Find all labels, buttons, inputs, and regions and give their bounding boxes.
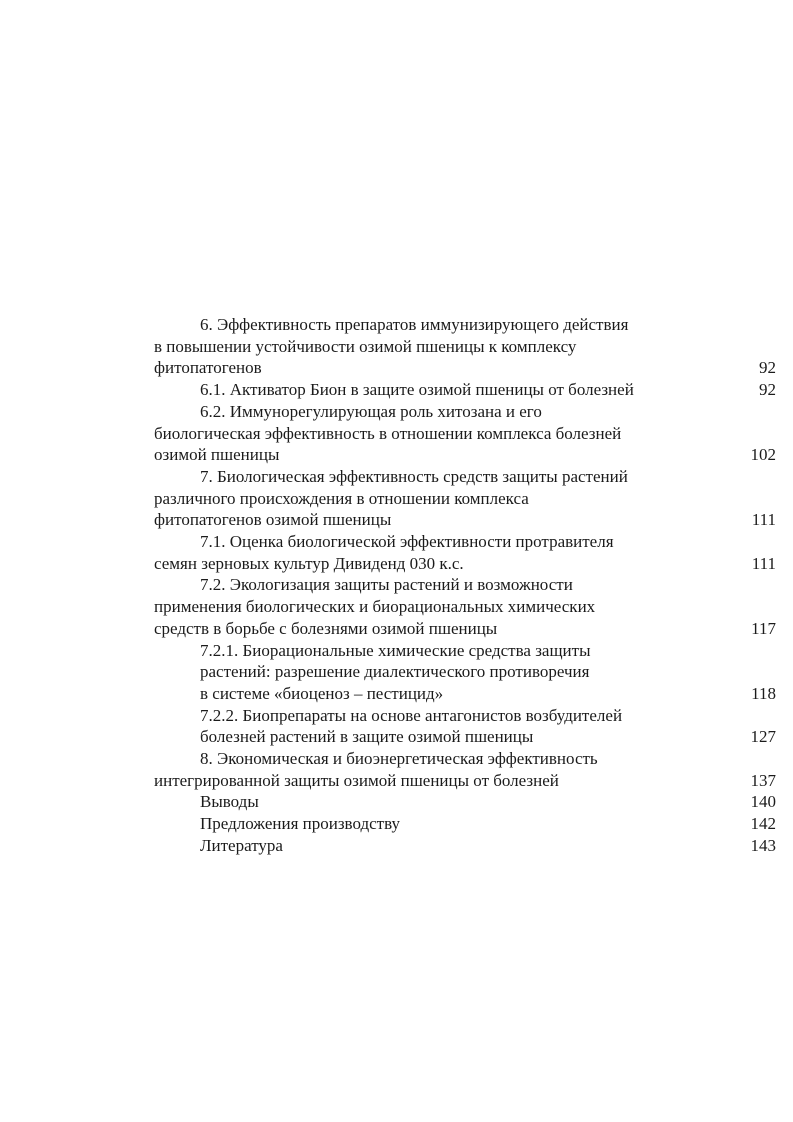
toc-line: в повышении устойчивости озимой пшеницы к комплексу: [154, 336, 577, 356]
toc-line: Выводы: [200, 792, 259, 812]
toc-line: фитопатогенов озимой пшеницы: [154, 510, 392, 530]
toc-line: 7.2.2. Биопрепараты на основе антагонистов возбудителей: [200, 705, 623, 725]
toc-page-number: 137: [745, 770, 777, 792]
toc-entry-predlozheniya: [154, 813, 776, 835]
toc-line: средств в борьбе с болезнями озимой пшеницы: [154, 618, 498, 638]
toc-line: 6. Эффективность препаратов иммунизирующего действия: [200, 315, 629, 334]
toc-page-number: 142: [745, 813, 777, 835]
toc-line: озимой пшеницы: [154, 445, 280, 465]
toc-entry-7-2-1: [154, 640, 776, 705]
toc-line: 7.1. Оценка биологической эффективности протравителя: [200, 532, 614, 552]
toc-page-number: 92: [753, 379, 776, 401]
toc-entry-7-2-2: [154, 705, 776, 748]
toc-page-number: 117: [745, 618, 776, 640]
toc-entry-7-2: [154, 574, 776, 639]
toc-line: 7.2.1. Биорациональные химические средства защиты: [200, 640, 591, 660]
toc-entry-6: [154, 314, 776, 379]
toc-line: растений: разрешение диалектического противоречия: [200, 662, 590, 682]
toc-line: различного происхождения в отношении комплекса: [154, 488, 529, 508]
toc-entry-6-2: [154, 401, 776, 466]
toc-entry-literatura: [154, 835, 776, 857]
toc-line: 8. Экономическая и биоэнергетическая эффективность: [200, 749, 598, 769]
toc-page-number: 143: [745, 835, 777, 857]
toc-line: 7. Биологическая эффективность средств защиты растений: [200, 466, 628, 486]
toc-line: 6.1. Активатор Бион в защите озимой пшеницы от болезней: [200, 380, 634, 400]
toc-page-number: 127: [745, 726, 777, 748]
toc-entry-7: [154, 466, 776, 531]
toc-line: в системе «биоценоз – пестицид»: [200, 683, 444, 703]
toc-page-number: 111: [746, 553, 776, 575]
toc-line: биологическая эффективность в отношении комплекса болезней: [154, 423, 622, 443]
toc-line: применения биологических и биорациональных химических: [154, 597, 596, 617]
toc-entry-8: [154, 748, 776, 791]
toc-line: фитопатогенов: [154, 358, 262, 378]
toc-entry-vyvody: [154, 791, 776, 813]
toc-page-number: 111: [746, 509, 776, 531]
toc-line: Литература: [200, 835, 283, 855]
toc-entry-7-1: [154, 531, 776, 574]
toc-page-number: 102: [745, 444, 777, 466]
table-of-contents: [154, 314, 776, 857]
toc-page-number: 140: [745, 791, 777, 813]
toc-line: 6.2. Иммунорегулирующая роль хитозана и его: [200, 401, 542, 421]
toc-line: Предложения производству: [200, 814, 401, 834]
toc-line: 7.2. Экологизация защиты растений и возможности: [200, 575, 573, 595]
toc-page-number: 92: [753, 357, 776, 379]
toc-line: болезней растений в защите озимой пшеницы: [200, 727, 534, 747]
toc-line: интегрированной защиты озимой пшеницы от болезней: [154, 770, 559, 790]
toc-line: семян зерновых культур Дивиденд 030 к.с.: [154, 553, 464, 573]
toc-entry-6-1: [154, 379, 776, 401]
toc-page-number: 118: [745, 683, 776, 705]
